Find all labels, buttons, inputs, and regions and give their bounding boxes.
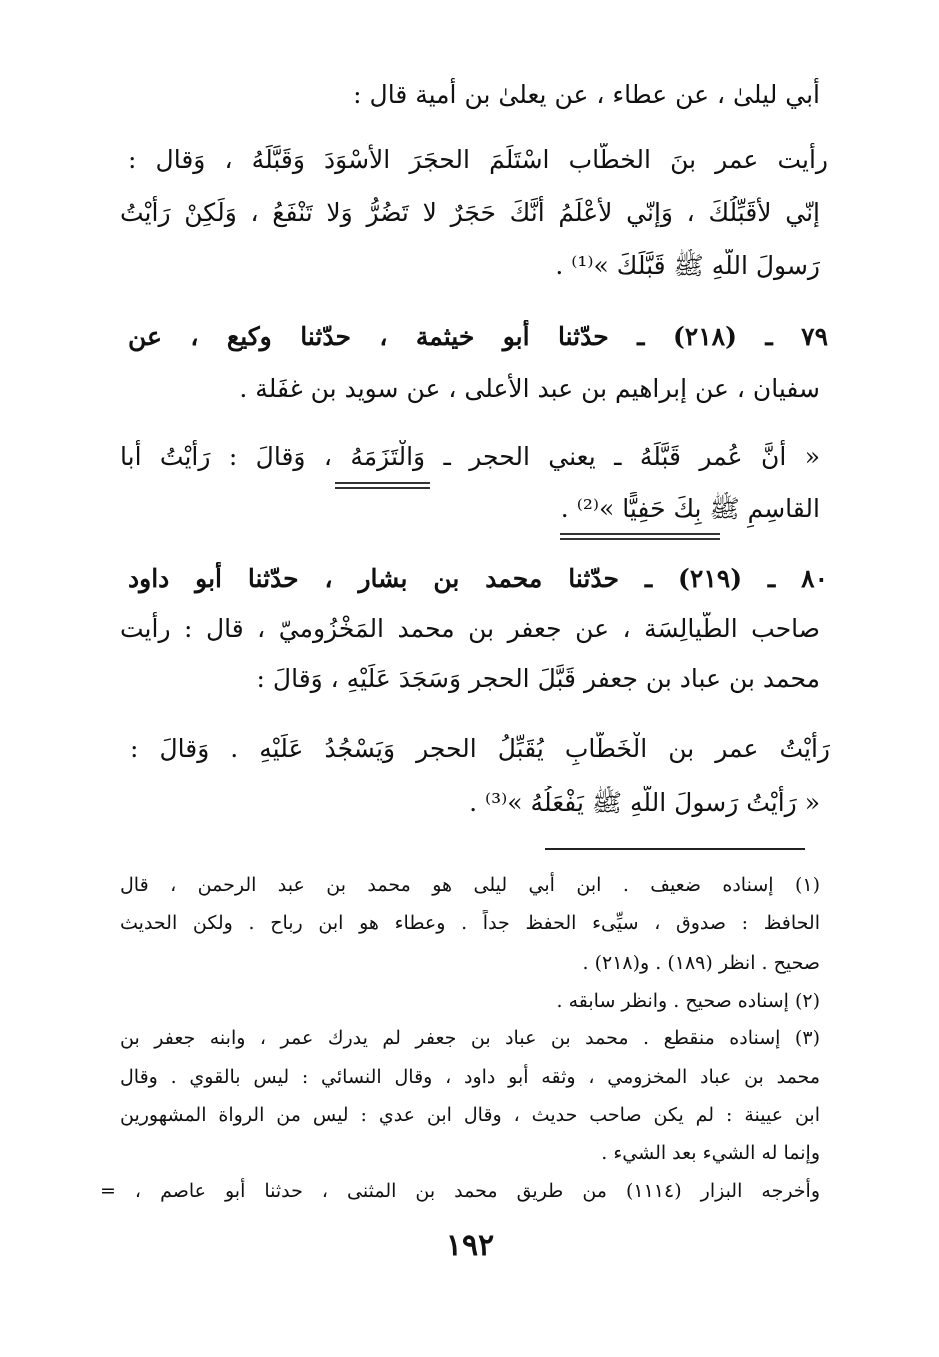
footnote-line: وإنما له الشيء بعد الشيء .: [601, 1142, 820, 1164]
text-line: محمد بن عباد بن جعفر قَبَّلَ الحجر وَسَجَدَ عَلَيْهِ ، وَقالَ :: [256, 664, 820, 693]
text-line: رَسولَ اللَّهِ ﷺ قَبَّلَكَ »⁽¹⁾ .: [555, 251, 820, 280]
footnote-line: ابن عيينة : لم يكن صاحب حديث ، وقال ابن عدي : ليس من الرواة المشهورين: [120, 1104, 820, 1126]
text-line: « رَأَيْتُ رَسولَ اللَّهِ ﷺ يَفْعَلُهُ »⁽³⁾ .: [469, 788, 820, 817]
double-underline-mark: [335, 482, 430, 489]
footnote-line: (٢) إسناده صحيح . وانظر سابقه .: [556, 990, 820, 1012]
footnote-line: (٣) إسناده منقطع . محمد بن عباد بن جعفر لم يدرك عمر ، وابنه جعفر بن: [120, 1027, 820, 1049]
text-line: أبي ليلىٰ ، عن عطاء ، عن يعلىٰ بن أمية قال :: [353, 80, 820, 109]
text-line: إنّي لأُقَبِّلُكَ ، وَإنّي لأَعْلَمُ أَنَّكَ حَجَرٌ لا تَضُرُّ وَلا تَنْفَعُ ، وَلَكِنْ رَأَيْتُ: [120, 198, 820, 227]
footnote-line: (١) إسناده ضعيف . ابن أبي ليلى هو محمد بن عبد الرحمن ، قال: [120, 874, 820, 896]
text-line: سفيان ، عن إبراهيم بن عبد الأعلى ، عن سويد بن غفَلة .: [239, 374, 820, 403]
hadith-heading: ٨٠ ـ (٢١٩) ـ حدّثنا محمد بن بشار ، حدّثنا أبو داود: [128, 564, 828, 593]
footnote-line: محمد بن عباد المخزومي ، وثقه أبو داود ، وقال النسائي : ليس بالقوي . وقال: [120, 1066, 820, 1088]
double-underline-mark: [560, 533, 720, 540]
hadith-heading: ٧٩ ـ (٢١٨) ـ حدّثنا أبو خيثمة ، حدّثنا وكيع ، عن: [128, 322, 828, 351]
text-line: القاسِمِ ﷺ بِكَ حَفِيًّا »⁽²⁾ .: [560, 494, 820, 523]
text-line: رأيت عمر بنَ الخطَّاب اسْتَلَمَ الحجَرَ الأَسْوَدَ وَقَبَّلَهُ ، وَقال :: [128, 145, 828, 174]
footnote-separator: [545, 848, 805, 850]
footnote-line: صحيح . انظر (١٨٩) . و(٢١٨) .: [582, 952, 820, 974]
text-line: رَأَيْتُ عمر بن الْخَطَّابِ يُقَبِّلُ الحجر وَيَسْجُدُ عَلَيْهِ . وَقالَ :: [130, 734, 830, 763]
footnote-line: وأخرجه البزار (١١١٤) من طريق محمد بن المثنى ، حدثنا أبو عاصم ، =: [100, 1180, 820, 1202]
text-line: صاحب الطَّيالِسَة ، عن جعفر بن محمد المَخْزُوميّ ، قال : رأيت: [120, 614, 820, 643]
page-number: ١٩٢: [445, 1228, 495, 1263]
footnote-line: الحافظ : صدوق ، سيِّىء الحفظ جداً . وعطاء هو ابن رباح . ولكن الحديث: [120, 912, 820, 934]
text-line: « أَنَّ عُمر قَبَّلَهُ ـ يعني الحجر ـ وَالْتَزَمَهُ ، وَقالَ : رَأَيْتُ أَبا: [120, 442, 820, 471]
